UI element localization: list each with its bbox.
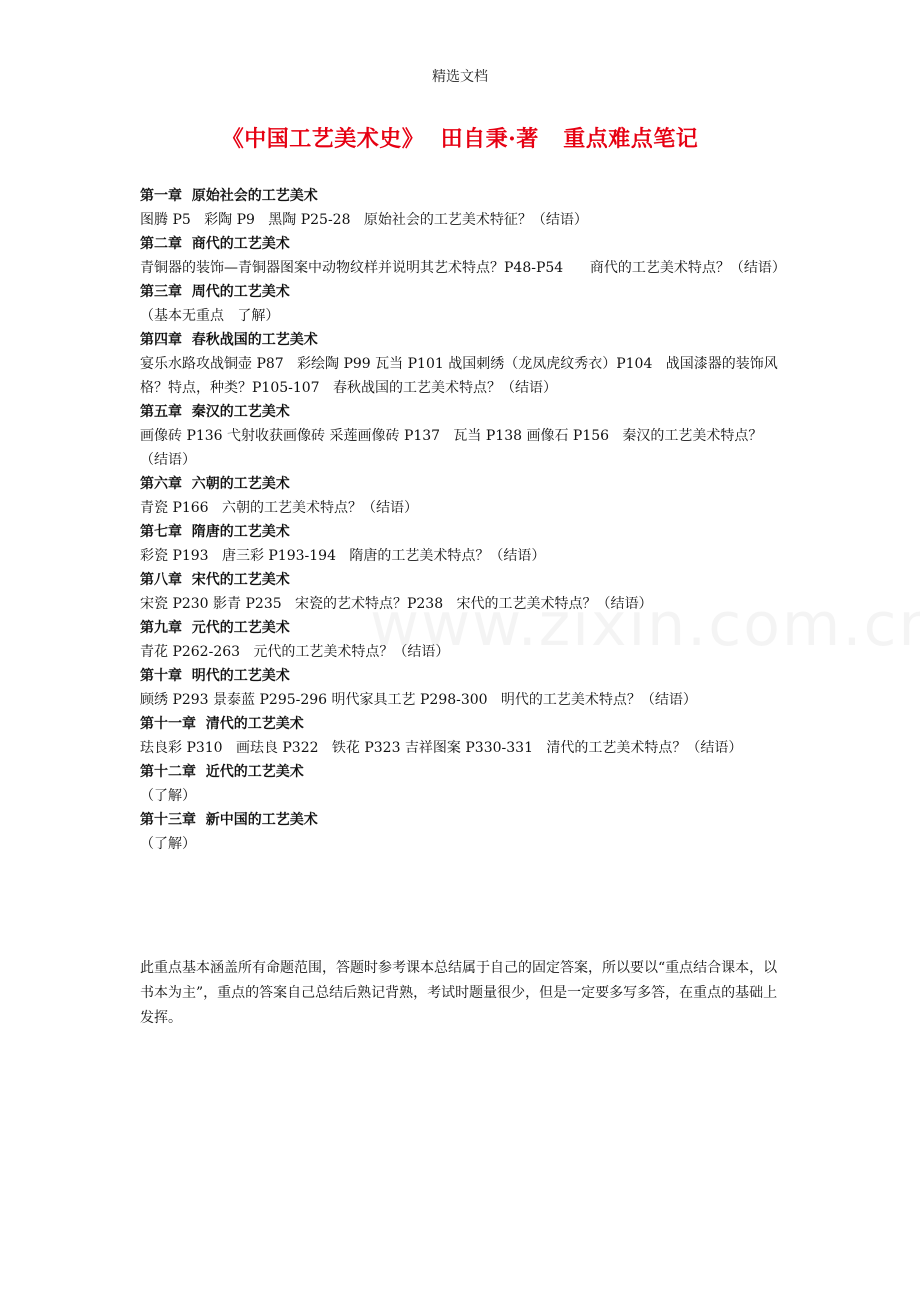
chapter-notes: 青瓷 P166 六朝的工艺美术特点？（结语） (140, 500, 418, 516)
chapter-heading: 第十三章 新中国的工艺美术 (140, 812, 318, 828)
chapter-heading: 第三章 周代的工艺美术 (140, 284, 290, 300)
chapter-notes: 青铜器的装饰—青铜器图案中动物纹样并说明其艺术特点？P48-P54 商代的工艺美术特点？（结语） (140, 260, 786, 276)
chapter-2 (140, 232, 790, 280)
document-title: 《中国工艺美术史》 田自秉·著 重点难点笔记 (221, 126, 699, 152)
chapter-notes: （了解） (140, 788, 196, 804)
chapter-4 (140, 328, 790, 400)
chapter-13 (140, 808, 790, 856)
chapter-notes: 顾绣 P293 景泰蓝 P295-296 明代家具工艺 P298-300 明代的工艺美术特点？（结语） (140, 692, 697, 708)
chapter-11 (140, 712, 790, 760)
chapter-6 (140, 472, 790, 520)
chapter-heading: 第二章 商代的工艺美术 (140, 236, 290, 252)
chapter-notes: （基本无重点 了解） (140, 308, 280, 324)
chapter-heading: 第五章 秦汉的工艺美术 (140, 404, 290, 420)
chapter-heading: 第九章 元代的工艺美术 (140, 620, 290, 636)
chapter-1 (140, 184, 790, 232)
chapter-heading: 第十二章 近代的工艺美术 (140, 764, 304, 780)
chapter-heading: 第八章 宋代的工艺美术 (140, 572, 290, 588)
chapter-notes: 珐良彩 P310 画珐良 P322 铁花 P323 吉祥图案 P330-331 清代的工艺美术特点？（结语） (140, 740, 743, 756)
chapter-3 (140, 280, 790, 328)
chapter-7 (140, 520, 790, 568)
chapter-notes: 画像砖 P136 弋射收获画像砖 采莲画像砖 P137 瓦当 P138 画像石 P156 秦汉的工艺美术特点？（结语） (140, 428, 763, 468)
chapter-notes: 彩瓷 P193 唐三彩 P193-194 隋唐的工艺美术特点？（结语） (140, 548, 546, 564)
chapter-list (140, 184, 790, 856)
chapter-heading: 第四章 春秋战国的工艺美术 (140, 332, 318, 348)
chapter-12 (140, 760, 790, 808)
chapter-heading: 第六章 六朝的工艺美术 (140, 476, 290, 492)
chapter-9 (140, 616, 790, 664)
chapter-notes: 图腾 P5 彩陶 P9 黑陶 P25-28 原始社会的工艺美术特征？（结语） (140, 212, 588, 228)
summary-paragraph: 此重点基本涵盖所有命题范围，答题时参考课本总结属于自己的固定答案，所以要以“重点结合课本，以书本为主”，重点的答案自己总结后熟记背熟，考试时题量很少，但是一定要多写多答，在重点的基础上发挥。 (140, 960, 778, 1026)
chapter-heading: 第一章 原始社会的工艺美术 (140, 188, 318, 204)
chapter-notes: 青花 P262-263 元代的工艺美术特点？（结语） (140, 644, 450, 660)
chapter-5 (140, 400, 790, 472)
chapter-heading: 第七章 隋唐的工艺美术 (140, 524, 290, 540)
chapter-8 (140, 568, 790, 616)
chapter-heading: 第十一章 清代的工艺美术 (140, 716, 304, 732)
chapter-10 (140, 664, 790, 712)
page-header: 精选文档 (432, 69, 488, 85)
chapter-notes: （了解） (140, 836, 196, 852)
chapter-heading: 第十章 明代的工艺美术 (140, 668, 290, 684)
chapter-notes: 宴乐水路攻战铜壶 P87 彩绘陶 P99 瓦当 P101 战国刺绣（龙凤虎纹秀衣）P104 战国漆器的装饰风格？特点，种类？P105-107 春秋战国的工艺美术特点？（结语） (140, 356, 778, 396)
chapter-notes: 宋瓷 P230 影青 P235 宋瓷的艺术特点？P238 宋代的工艺美术特点？（结语） (140, 596, 653, 612)
